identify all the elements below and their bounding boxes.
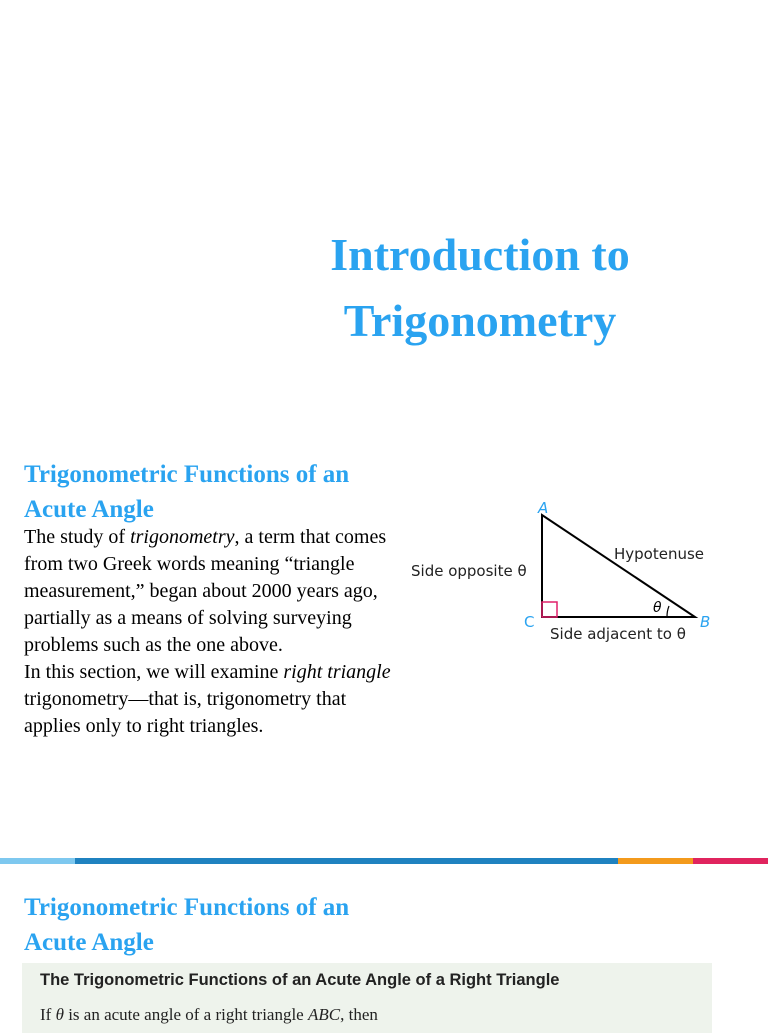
triangle-name: ABC bbox=[307, 1005, 341, 1024]
heading-line-2: Acute Angle bbox=[24, 929, 154, 956]
triangle-shape bbox=[542, 515, 695, 617]
term-right-triangle: right triangle bbox=[283, 661, 391, 683]
vertex-a-label: A bbox=[538, 499, 549, 517]
section-heading bbox=[24, 457, 349, 527]
title-line-1: Introduction to bbox=[330, 229, 630, 280]
theta-symbol: θ bbox=[55, 1005, 64, 1024]
paragraph-study bbox=[24, 524, 394, 659]
heading-line-1: Trigonometric Functions of an bbox=[24, 894, 350, 921]
slide-title bbox=[260, 222, 700, 354]
definition-text: If bbox=[40, 1005, 56, 1024]
definition-text: is an acute angle of a right triangle bbox=[63, 1005, 308, 1024]
paragraph-text: , a term that comes from two Greek words meaning “triangle measurement,” began about 2000 years ago, partially as a means of solving surveying problems such as the one above. bbox=[24, 526, 387, 656]
heading-line-2: Acute Angle bbox=[24, 496, 154, 523]
paragraph-text: The study of bbox=[24, 526, 131, 548]
paragraph-text: trigonometry—that is, trigonometry that applies only to right triangles. bbox=[24, 688, 347, 737]
right-triangle-diagram bbox=[405, 495, 725, 655]
term-trigonometry: trigonometry bbox=[130, 526, 235, 548]
adjacent-side-label: Side adjacent to θ bbox=[550, 625, 686, 643]
section-heading-2 bbox=[24, 890, 349, 960]
definition-box bbox=[22, 963, 712, 1033]
definition-box-title: The Trigonometric Functions of an Acute Angle of a Right Triangle bbox=[40, 971, 560, 989]
hypotenuse-label: Hypotenuse bbox=[614, 545, 705, 563]
paragraph-text: In this section, we will examine bbox=[24, 661, 284, 683]
divider-segment bbox=[693, 858, 768, 864]
angle-arc bbox=[667, 606, 669, 617]
title-line-2: Trigonometry bbox=[343, 295, 617, 346]
intro-body-text bbox=[24, 524, 394, 740]
definition-box-line bbox=[40, 1005, 378, 1025]
divider-segment bbox=[0, 858, 75, 864]
opposite-side-label: Side opposite θ bbox=[411, 562, 527, 580]
vertex-c-label: C bbox=[524, 613, 535, 631]
divider-segment bbox=[618, 858, 693, 864]
paragraph-section bbox=[24, 659, 394, 740]
theta-label: θ bbox=[653, 600, 662, 616]
heading-line-1: Trigonometric Functions of an bbox=[24, 461, 350, 488]
vertex-b-label: B bbox=[700, 613, 711, 631]
divider-segment bbox=[75, 858, 618, 864]
right-angle-marker bbox=[542, 602, 557, 617]
definition-text: , then bbox=[340, 1005, 378, 1024]
color-divider-bar bbox=[0, 858, 768, 864]
